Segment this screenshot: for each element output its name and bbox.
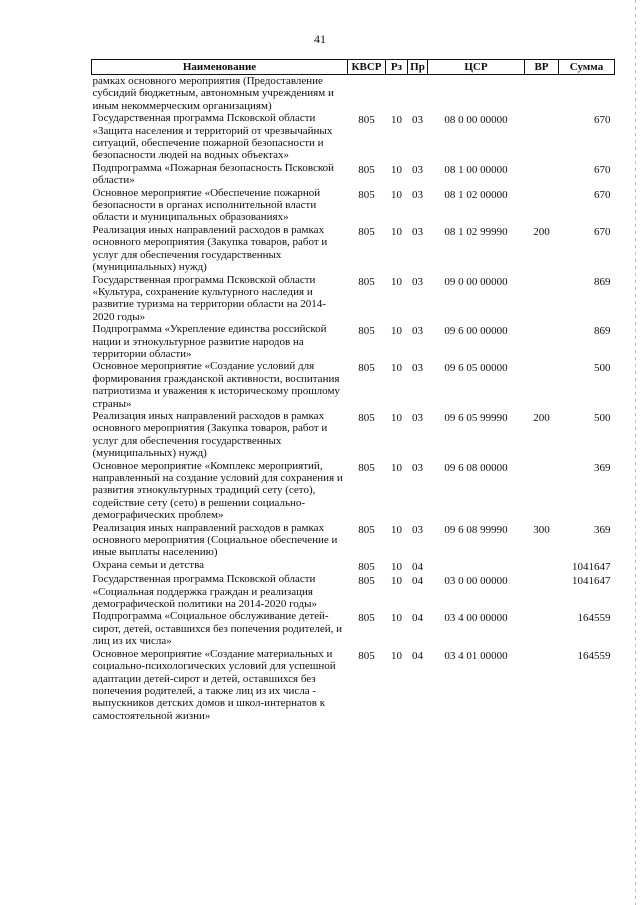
cell-vr: 200 (533, 411, 550, 424)
cell-pr: 04 (412, 612, 423, 625)
header-name: Наименование (92, 60, 348, 75)
table-row (92, 573, 615, 610)
cell-name: Государственная программа Псковской области «Защита населения и территорий от чрезвычайных ситуаций, обеспечение пожарной безопасности и безопасности людей на водных объектах» (92, 112, 333, 162)
cell-sum: 1041647 (572, 560, 611, 573)
header-kvsr: КВСР (348, 60, 386, 75)
cell-rz: 10 (391, 325, 402, 338)
cell-vr (525, 112, 559, 162)
table-row (92, 274, 615, 324)
header-pr: Пр (408, 60, 428, 75)
cell-sum: 164559 (577, 649, 611, 662)
cell-sum: 869 (594, 275, 611, 288)
cell-pr: 03 (412, 362, 423, 375)
cell-pr: 04 (412, 560, 423, 573)
cell-sum: 500 (594, 411, 611, 424)
cell-csr: 03 4 01 00000 (444, 649, 508, 662)
cell-pr: 03 (412, 163, 423, 176)
cell-rz: 10 (391, 163, 402, 176)
cell-csr: 08 1 02 00000 (444, 188, 508, 201)
table-row (92, 112, 615, 162)
cell-rz: 10 (391, 649, 402, 662)
table-row (92, 610, 615, 647)
cell-vr (525, 162, 559, 187)
cell-vr (525, 323, 559, 360)
cell-pr: 03 (412, 461, 423, 474)
cell-csr: 03 4 00 00000 (444, 612, 508, 625)
header-sum: Сумма (559, 60, 615, 75)
cell-rz: 10 (391, 188, 402, 201)
cell-kvsr: 805 (358, 362, 375, 375)
cell-kvsr: 805 (358, 163, 375, 176)
cell-pr: 03 (412, 523, 423, 536)
cell-sum: 500 (594, 362, 611, 375)
cell-name: Основное мероприятие «Создание материальных и социально-психологических условий для успешной адаптации детей-сирот и детей, оставшихся без попечения родителей, а также лиц из их числа - выпускников детских домов и школ-интернатов к самостоятельной жизни» (92, 647, 336, 722)
table-row (92, 648, 615, 722)
cell-vr: 300 (533, 523, 550, 536)
cell-csr (428, 75, 525, 113)
cell-pr: 03 (412, 188, 423, 201)
cell-pr: 04 (412, 575, 423, 588)
cell-name: Государственная программа Псковской области «Культура, сохранение культурного наследия и развитие туризма на территории области на 2014-2020 годы» (92, 273, 326, 323)
cell-name: Основное мероприятие «Комплекс мероприятий, направленный на создание условий для сохранения и развития этнокультурных традиций сету (сето), содействие сету (сето) в решении социально-демографических проблем» (92, 459, 343, 522)
page-number: 41 (314, 32, 326, 46)
cell-sum: 869 (594, 325, 611, 338)
cell-pr: 03 (412, 411, 423, 424)
cell-pr: 04 (412, 649, 423, 662)
cell-vr (525, 187, 559, 224)
cell-vr (525, 460, 559, 522)
cell-csr (428, 559, 525, 573)
cell-sum: 670 (594, 225, 611, 238)
cell-csr: 08 0 00 00000 (444, 114, 508, 127)
header-csr: ЦСР (428, 60, 525, 75)
cell-vr (525, 274, 559, 324)
cell-kvsr: 805 (358, 649, 375, 662)
cell-kvsr: 805 (358, 575, 375, 588)
table-row (92, 559, 615, 573)
cell-csr: 03 0 00 00000 (444, 575, 508, 588)
table-row (92, 410, 615, 460)
cell-name: Основное мероприятие «Обеспечение пожарной безопасности в органах исполнительной власти области и муниципальных образованиях» (92, 186, 321, 224)
cell-rz: 10 (391, 362, 402, 375)
cell-sum: 670 (594, 163, 611, 176)
cell-name: Подпрограмма «Пожарная безопасность Псковской области» (92, 161, 335, 187)
cell-csr: 09 6 05 00000 (444, 362, 508, 375)
cell-vr: 200 (533, 225, 550, 238)
cell-rz: 10 (391, 275, 402, 288)
cell-kvsr: 805 (358, 114, 375, 127)
header-vr: ВР (525, 60, 559, 75)
cell-pr: 03 (412, 225, 423, 238)
cell-kvsr (348, 75, 386, 113)
cell-csr: 08 1 02 99990 (444, 225, 508, 238)
cell-vr (525, 573, 559, 610)
cell-vr (525, 610, 559, 647)
cell-vr (525, 75, 559, 113)
cell-sum: 1041647 (572, 575, 611, 588)
cell-csr: 08 1 00 00000 (444, 163, 508, 176)
budget-table-container (91, 59, 614, 722)
cell-csr: 09 6 00 00000 (444, 325, 508, 338)
table-row (92, 224, 615, 274)
cell-csr: 09 6 05 99990 (444, 411, 508, 424)
cell-sum (559, 75, 615, 113)
cell-rz: 10 (391, 225, 402, 238)
cell-sum: 164559 (577, 612, 611, 625)
cell-rz: 10 (391, 575, 402, 588)
cell-csr: 09 6 08 99990 (444, 523, 508, 536)
cell-kvsr: 805 (358, 411, 375, 424)
cell-csr: 09 6 08 00000 (444, 461, 508, 474)
cell-rz: 10 (391, 523, 402, 536)
cell-sum: 369 (594, 461, 611, 474)
cell-rz: 10 (391, 114, 402, 127)
cell-sum: 670 (594, 114, 611, 127)
table-row (92, 360, 615, 410)
table-row (92, 162, 615, 187)
table-row (92, 323, 615, 360)
cell-name: Реализация иных направлений расходов в рамках основного мероприятия (Закупка товаров, работ и услуг для обеспечения государственных (муниципальных) нужд) (92, 223, 328, 274)
cell-name: Реализация иных направлений расходов в рамках основного мероприятия (Социальное обеспечение и иные выплаты населению) (92, 521, 338, 559)
cell-rz: 10 (391, 560, 402, 573)
cell-kvsr: 805 (358, 612, 375, 625)
table-header-row (92, 60, 615, 75)
cell-kvsr: 805 (358, 275, 375, 288)
cell-kvsr: 805 (358, 325, 375, 338)
cell-rz: 10 (391, 461, 402, 474)
cell-sum: 369 (594, 523, 611, 536)
cell-vr (525, 360, 559, 410)
scan-edge-line (635, 0, 636, 905)
table-row (92, 75, 615, 113)
cell-name: Реализация иных направлений расходов в рамках основного мероприятия (Закупка товаров, работ и услуг для обеспечения государственных (муниципальных) нужд) (92, 409, 328, 460)
cell-kvsr: 805 (358, 560, 375, 573)
cell-pr: 03 (412, 114, 423, 127)
cell-pr (408, 75, 428, 113)
cell-rz (386, 75, 408, 113)
cell-vr (525, 559, 559, 573)
table-row (92, 187, 615, 224)
cell-name: Государственная программа Псковской области «Социальная поддержка граждан и реализация демографической политики на 2014-2020 годы» (92, 573, 317, 611)
cell-name: рамках основного мероприятия (Предоставление субсидий бюджетным, автономным учреждениям и иным некоммерческим организациям) (92, 75, 334, 112)
cell-pr: 03 (412, 325, 423, 338)
header-rz: Рз (386, 60, 408, 75)
cell-sum: 670 (594, 188, 611, 201)
cell-kvsr: 805 (358, 188, 375, 201)
cell-vr (525, 648, 559, 722)
cell-name: Подпрограмма «Социальное обслуживание детей-сирот, детей, оставшихся без попечения родителей, и лиц из их числа» (92, 610, 343, 648)
cell-name: Основное мероприятие «Создание условий для формирования гражданской активности, воспитания патриотизма и уважения к историческому прошлому страны» (92, 360, 340, 410)
cell-rz: 10 (391, 411, 402, 424)
cell-rz: 10 (391, 612, 402, 625)
budget-table (91, 59, 615, 722)
cell-kvsr: 805 (358, 523, 375, 536)
table-row (92, 522, 615, 559)
table-row (92, 460, 615, 522)
cell-csr: 09 0 00 00000 (444, 275, 508, 288)
cell-name: Охрана семьи и детства (92, 558, 205, 571)
cell-pr: 03 (412, 275, 423, 288)
cell-kvsr: 805 (358, 461, 375, 474)
cell-name: Подпрограмма «Укрепление единства российской нации и этнокультурное развитие народов на территории области» (92, 323, 327, 360)
cell-kvsr: 805 (358, 225, 375, 238)
table-body (92, 75, 615, 723)
